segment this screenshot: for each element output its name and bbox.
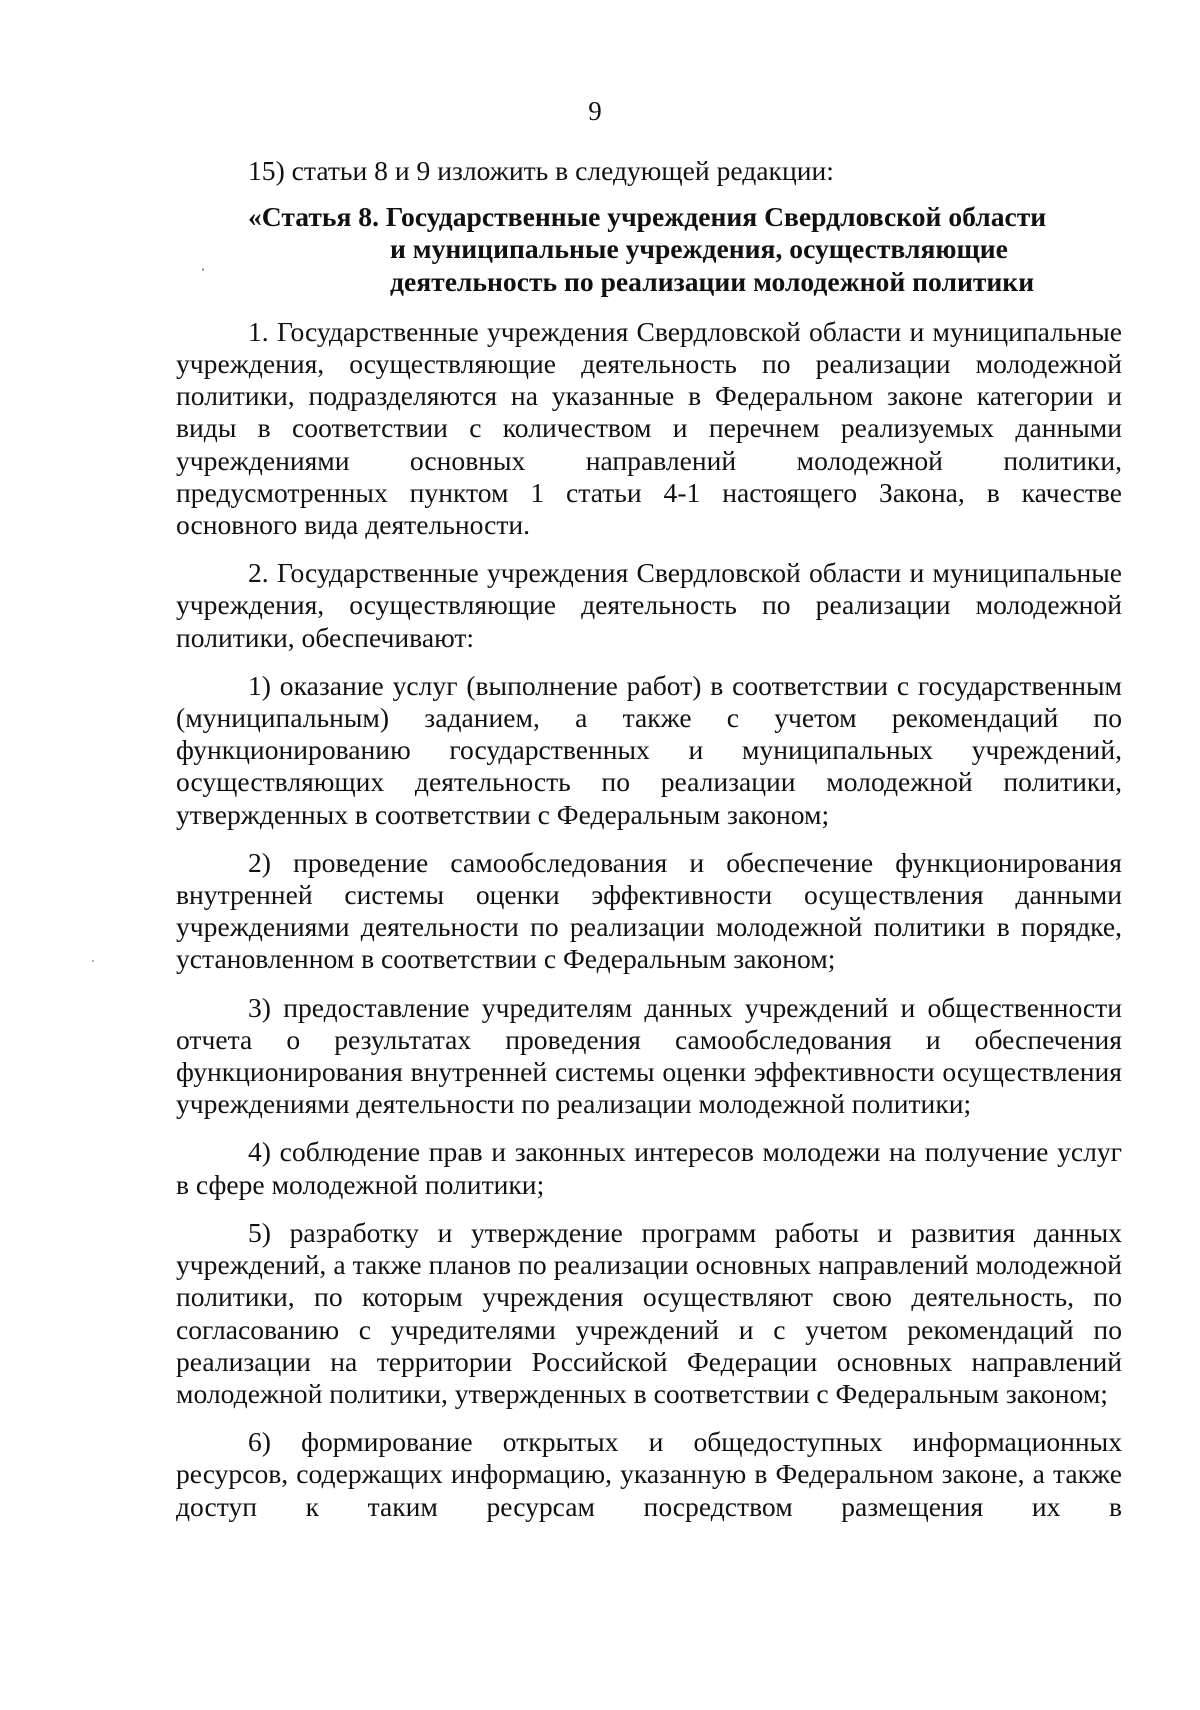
scan-speck [202, 268, 204, 271]
list-item-6: 6) формирование открытых и общедоступных информационных ресурсов, содержащих информацию, указанную в Федеральном законе, а также доступ к таким ресурсам посредством размещения их в [176, 1426, 1122, 1522]
article-heading-line-1: «Статья 8. Государственные учреждения Свердловской области [248, 201, 1047, 233]
article-heading-line-2: и муниципальные учреждения, осуществляющие [390, 233, 1008, 265]
article-heading [176, 201, 1122, 298]
paragraph-1: 1. Государственные учреждения Свердловской области и муниципальные учреждения, осуществляющие деятельность по реализации молодежной политики, подразделяются на указанные в Федеральном законе категории и виды в соответствии с количеством и перечнем реализуемых данными учреждениями основных направлений молодежной политики, предусмотренных пунктом 1 статьи 4-1 настоящего Закона, в качестве основного вида деятельности. [176, 315, 1122, 541]
list-item-1: 1) оказание услуг (выполнение работ) в соответствии с государственным (муниципальным) заданием, а также с учетом рекомендаций по функционированию государственных и муниципальных учреждений, осуществляющих деятельность по реализации молодежной политики, утвержденных в соответствии с Федеральным законом; [176, 669, 1122, 830]
amendment-intro: 15) статьи 8 и 9 изложить в следующей редакции: [248, 155, 834, 186]
document-body [176, 155, 1122, 1523]
paragraph-2: 2. Государственные учреждения Свердловской области и муниципальные учреждения, осуществляющие деятельность по реализации молодежной политики, обеспечивают: [176, 557, 1122, 653]
list-item-3: 3) предоставление учредителям данных учреждений и общественности отчета о результатах проведения самообследования и обеспечения функционирования внутренней системы оценки эффективности осуществления учреждениями деятельности по реализации молодежной политики; [176, 991, 1122, 1120]
list-item-2: 2) проведение самообследования и обеспечение функционирования внутренней системы оценки эффективности осуществления данными учреждениями деятельности по реализации молодежной политики в порядке, установленном в соответствии с Федеральным законом; [176, 846, 1122, 975]
article-heading-line-3: деятельность по реализации молодежной политики [390, 265, 1035, 297]
list-item-5: 5) разработку и утверждение программ работы и развития данных учреждений, а также планов по реализации основных направлений молодежной политики, по которым учреждения осуществляют свою деятельность, по согласованию с учредителями учреждений и с учетом рекомендаций по реализации на территории Российской Федерации основных направлений молодежной политики, утвержденных в соответствии с Федеральным законом; [176, 1216, 1122, 1409]
scan-speck [92, 960, 94, 962]
page-number: 9 [588, 96, 602, 126]
list-item-4: 4) соблюдение прав и законных интересов молодежи на получение услуг в сфере молодежной политики; [176, 1136, 1122, 1200]
